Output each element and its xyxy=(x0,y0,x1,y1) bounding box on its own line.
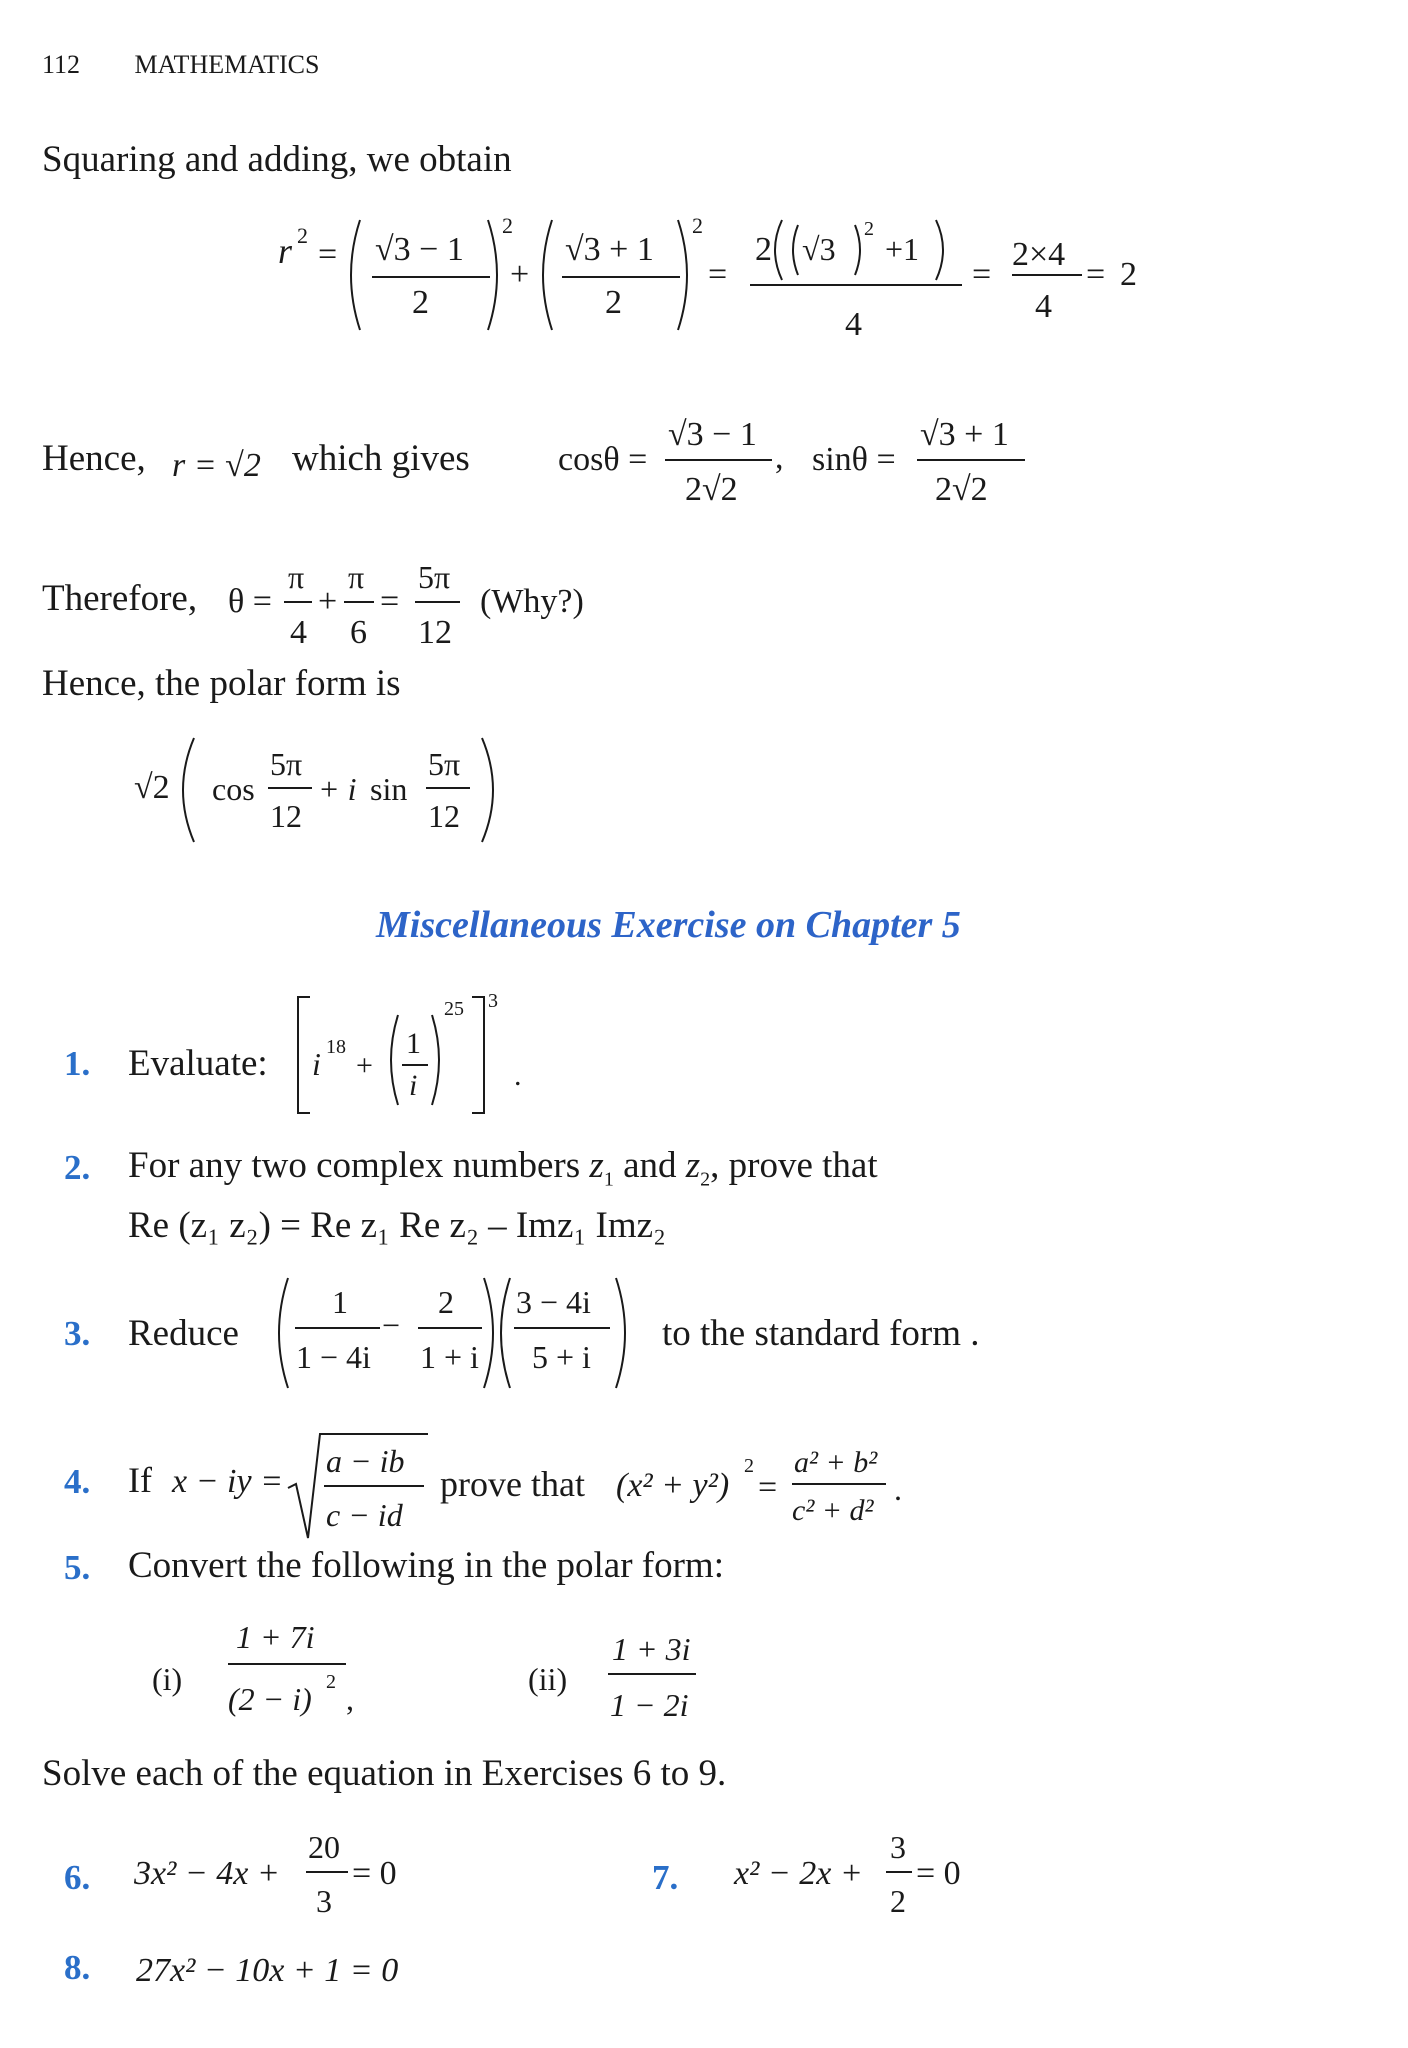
cos-word: cos xyxy=(212,771,255,807)
eq-sign-2: = xyxy=(708,256,728,293)
q6-f-den: 3 xyxy=(316,1883,332,1919)
q4-lhs: x − iy = xyxy=(172,1463,284,1500)
q4-expression xyxy=(128,1420,948,1550)
paren-left-1 xyxy=(351,220,360,330)
exercise-heading: Miscellaneous Exercise on Chapter 5 xyxy=(376,904,961,946)
pi-2: π xyxy=(348,559,365,595)
solve-text: Solve each of the equation in Exercises 6 to 9. xyxy=(42,1753,727,1794)
paren-left xyxy=(391,1015,398,1105)
subject-title: MATHEMATICS xyxy=(134,50,320,79)
cos-den: 2√2 xyxy=(685,471,738,508)
result: 2 xyxy=(1120,256,1137,293)
q2-sub1: 1 xyxy=(603,1168,614,1191)
q4-mid: prove that xyxy=(440,1464,585,1504)
q7-expression xyxy=(730,1818,1010,1928)
frac3-sup: 2 xyxy=(864,218,874,240)
minus: − xyxy=(382,1307,401,1343)
q2-line1-a: For any two complex numbers xyxy=(128,1145,590,1186)
q4-prefix: If xyxy=(128,1460,152,1500)
q2-line1-b: , prove that xyxy=(710,1145,878,1186)
frac2-den: 2 xyxy=(605,284,622,321)
f2-den: 1 + i xyxy=(420,1339,479,1375)
q6-expr: 3x² − 4x + xyxy=(134,1855,280,1892)
q1-plus: + xyxy=(356,1049,373,1082)
frac3-den: 4 xyxy=(845,306,862,343)
frac1-den: 2 xyxy=(412,284,429,321)
hence-prefix: Hence, xyxy=(42,438,146,479)
paren-right xyxy=(482,738,493,842)
paren-right xyxy=(432,1015,439,1105)
therefore-theta-line xyxy=(40,550,660,660)
q5-i-den: (2 − i) xyxy=(228,1681,312,1717)
sin-num: √3 + 1 xyxy=(920,416,1009,453)
q3-number: 3. xyxy=(64,1314,91,1353)
r-squared-equation xyxy=(260,205,1160,365)
q5-expressions xyxy=(140,1610,740,1730)
q4-equals: = xyxy=(758,1469,778,1506)
coef: √2 xyxy=(134,769,170,806)
sin-den: 2√2 xyxy=(935,471,988,508)
q6-number: 6. xyxy=(64,1858,91,1897)
plus-i: + i xyxy=(318,771,357,807)
q5-number: 5. xyxy=(64,1548,91,1587)
q6-f-num: 20 xyxy=(308,1829,340,1865)
q5-ii-label: (ii) xyxy=(528,1661,568,1697)
bracket-left xyxy=(298,997,310,1113)
q2-sub2: 2 xyxy=(700,1168,711,1191)
q8-number: 8. xyxy=(64,1948,91,1987)
therefore-prefix: Therefore, xyxy=(42,578,198,619)
q7-tail: = 0 xyxy=(916,1855,961,1892)
den12-2: 12 xyxy=(428,798,460,834)
why: (Why?) xyxy=(480,583,584,620)
plus-1: + xyxy=(510,256,530,293)
q6-expression xyxy=(130,1818,450,1928)
q2-and: and xyxy=(613,1145,686,1186)
q1-exp25: 25 xyxy=(444,998,464,1020)
equals: = xyxy=(380,583,400,620)
q5-ii-den: 1 − 2i xyxy=(610,1687,689,1723)
paren-big-left xyxy=(775,220,782,280)
paren-left-2 xyxy=(543,220,552,330)
q8-expr: 27x² − 10x + 1 = 0 xyxy=(136,1952,399,1989)
den12-1: 12 xyxy=(270,798,302,834)
q1-dot: . xyxy=(514,1059,522,1092)
f2-num: 2 xyxy=(438,1284,454,1320)
q7-expr: x² − 2x + xyxy=(734,1855,863,1892)
q4-paren: (x² + y²) xyxy=(616,1467,730,1504)
r-sup: 2 xyxy=(297,223,308,248)
q2-z1: z xyxy=(589,1145,604,1186)
hence-r-line xyxy=(40,400,1080,525)
q4-number: 4. xyxy=(64,1462,91,1501)
page-number: 112 xyxy=(42,50,81,79)
q7-f-den: 2 xyxy=(890,1883,906,1919)
frac3-num-root: √3 xyxy=(802,231,836,267)
paren-left xyxy=(183,738,194,842)
five-pi-2: 5π xyxy=(428,746,461,782)
q1-number: 1. xyxy=(64,1044,91,1083)
q5-ii-num: 1 + 3i xyxy=(612,1631,691,1667)
frac4-num: 2×4 xyxy=(1012,236,1066,273)
f3-den: 5 + i xyxy=(532,1339,591,1375)
five-pi-1: 5π xyxy=(270,746,303,782)
f3-num: 3 − 4i xyxy=(516,1284,591,1320)
q5-i-label: (i) xyxy=(152,1661,183,1697)
polar-form-expression xyxy=(130,730,510,850)
paren-big-right xyxy=(936,220,943,280)
paren-right-2 xyxy=(678,220,687,330)
q1-text: Evaluate: xyxy=(128,1043,268,1084)
frac1-num: √3 − 1 xyxy=(375,231,464,268)
q3-expression xyxy=(270,1268,650,1398)
frac3-num-a: 2 xyxy=(755,231,772,268)
intro-text: Squaring and adding, we obtain xyxy=(42,139,512,180)
running-header xyxy=(42,50,319,80)
eq-sign-3: = xyxy=(972,256,992,293)
q2-z2: z xyxy=(685,1145,701,1186)
paren-right-2 xyxy=(616,1278,625,1388)
sup-1: 2 xyxy=(502,213,513,238)
f1-den: 1 − 4i xyxy=(296,1339,371,1375)
q1-base: i xyxy=(312,1046,321,1082)
q3-suffix: to the standard form . xyxy=(662,1313,980,1354)
q1-exp18: 18 xyxy=(326,1036,346,1058)
comma: , xyxy=(775,439,784,476)
theta-eq: θ = xyxy=(228,583,272,620)
f1-num: 1 xyxy=(332,1284,348,1320)
q6-tail: = 0 xyxy=(352,1855,397,1892)
q5-i-den-sq: 2 xyxy=(326,1671,336,1693)
eq-sign: = xyxy=(318,236,338,273)
den4: 4 xyxy=(290,614,307,651)
q4-rhs-num: a² + b² xyxy=(794,1446,878,1479)
q1-expression xyxy=(288,985,538,1120)
q4-rad-den: c − id xyxy=(326,1497,403,1533)
r-expr: r = √2 xyxy=(172,447,261,484)
q2-number: 2. xyxy=(64,1148,91,1187)
den12: 12 xyxy=(418,614,452,651)
q1-exp3: 3 xyxy=(488,990,498,1012)
paren-left-1 xyxy=(279,1278,288,1388)
frac3-num-plus1: +1 xyxy=(885,231,920,267)
q3-label: Reduce xyxy=(128,1313,239,1354)
which-gives: which gives xyxy=(292,438,470,479)
q4-sq: 2 xyxy=(744,1455,754,1477)
q5-text: Convert the following in the polar form: xyxy=(128,1545,724,1586)
q5-i-num: 1 + 7i xyxy=(236,1619,315,1655)
cos-num: √3 − 1 xyxy=(668,416,757,453)
paren-small-left xyxy=(793,225,798,275)
bracket-right xyxy=(472,997,484,1113)
cos-label: cosθ = xyxy=(558,441,648,478)
sup-2: 2 xyxy=(692,213,703,238)
sin-label: sinθ = xyxy=(812,441,896,478)
q4-rad-num: a − ib xyxy=(326,1443,405,1479)
frac4-den: 4 xyxy=(1035,288,1052,325)
q4-rhs-den: c² + d² xyxy=(792,1494,874,1527)
plus: + xyxy=(318,583,338,620)
q7-f-num: 3 xyxy=(890,1829,906,1865)
q1-one: 1 xyxy=(406,1027,421,1060)
polar-intro: Hence, the polar form is xyxy=(42,663,401,704)
r-symbol: r xyxy=(278,231,293,271)
eq-sign-4: = xyxy=(1086,256,1106,293)
pi-1: π xyxy=(288,559,305,595)
q4-dot: . xyxy=(894,1471,902,1507)
q2-line2: Re (z₁ z₂) = Re z₁ Re z₂ – Imz₁ Imz₂ xyxy=(128,1205,666,1246)
five-pi: 5π xyxy=(418,559,451,595)
paren-small-right xyxy=(855,225,860,275)
q1-i: i xyxy=(409,1069,418,1102)
paren-right-1 xyxy=(484,1278,493,1388)
q7-number: 7. xyxy=(652,1858,679,1897)
sin-word: sin xyxy=(370,771,408,807)
frac2-num: √3 + 1 xyxy=(565,231,654,268)
q5-i-comma: , xyxy=(346,1681,354,1717)
paren-right-1 xyxy=(488,220,497,330)
q2-line1 xyxy=(128,1144,878,1191)
den6: 6 xyxy=(350,614,367,651)
paren-left-2 xyxy=(501,1278,510,1388)
